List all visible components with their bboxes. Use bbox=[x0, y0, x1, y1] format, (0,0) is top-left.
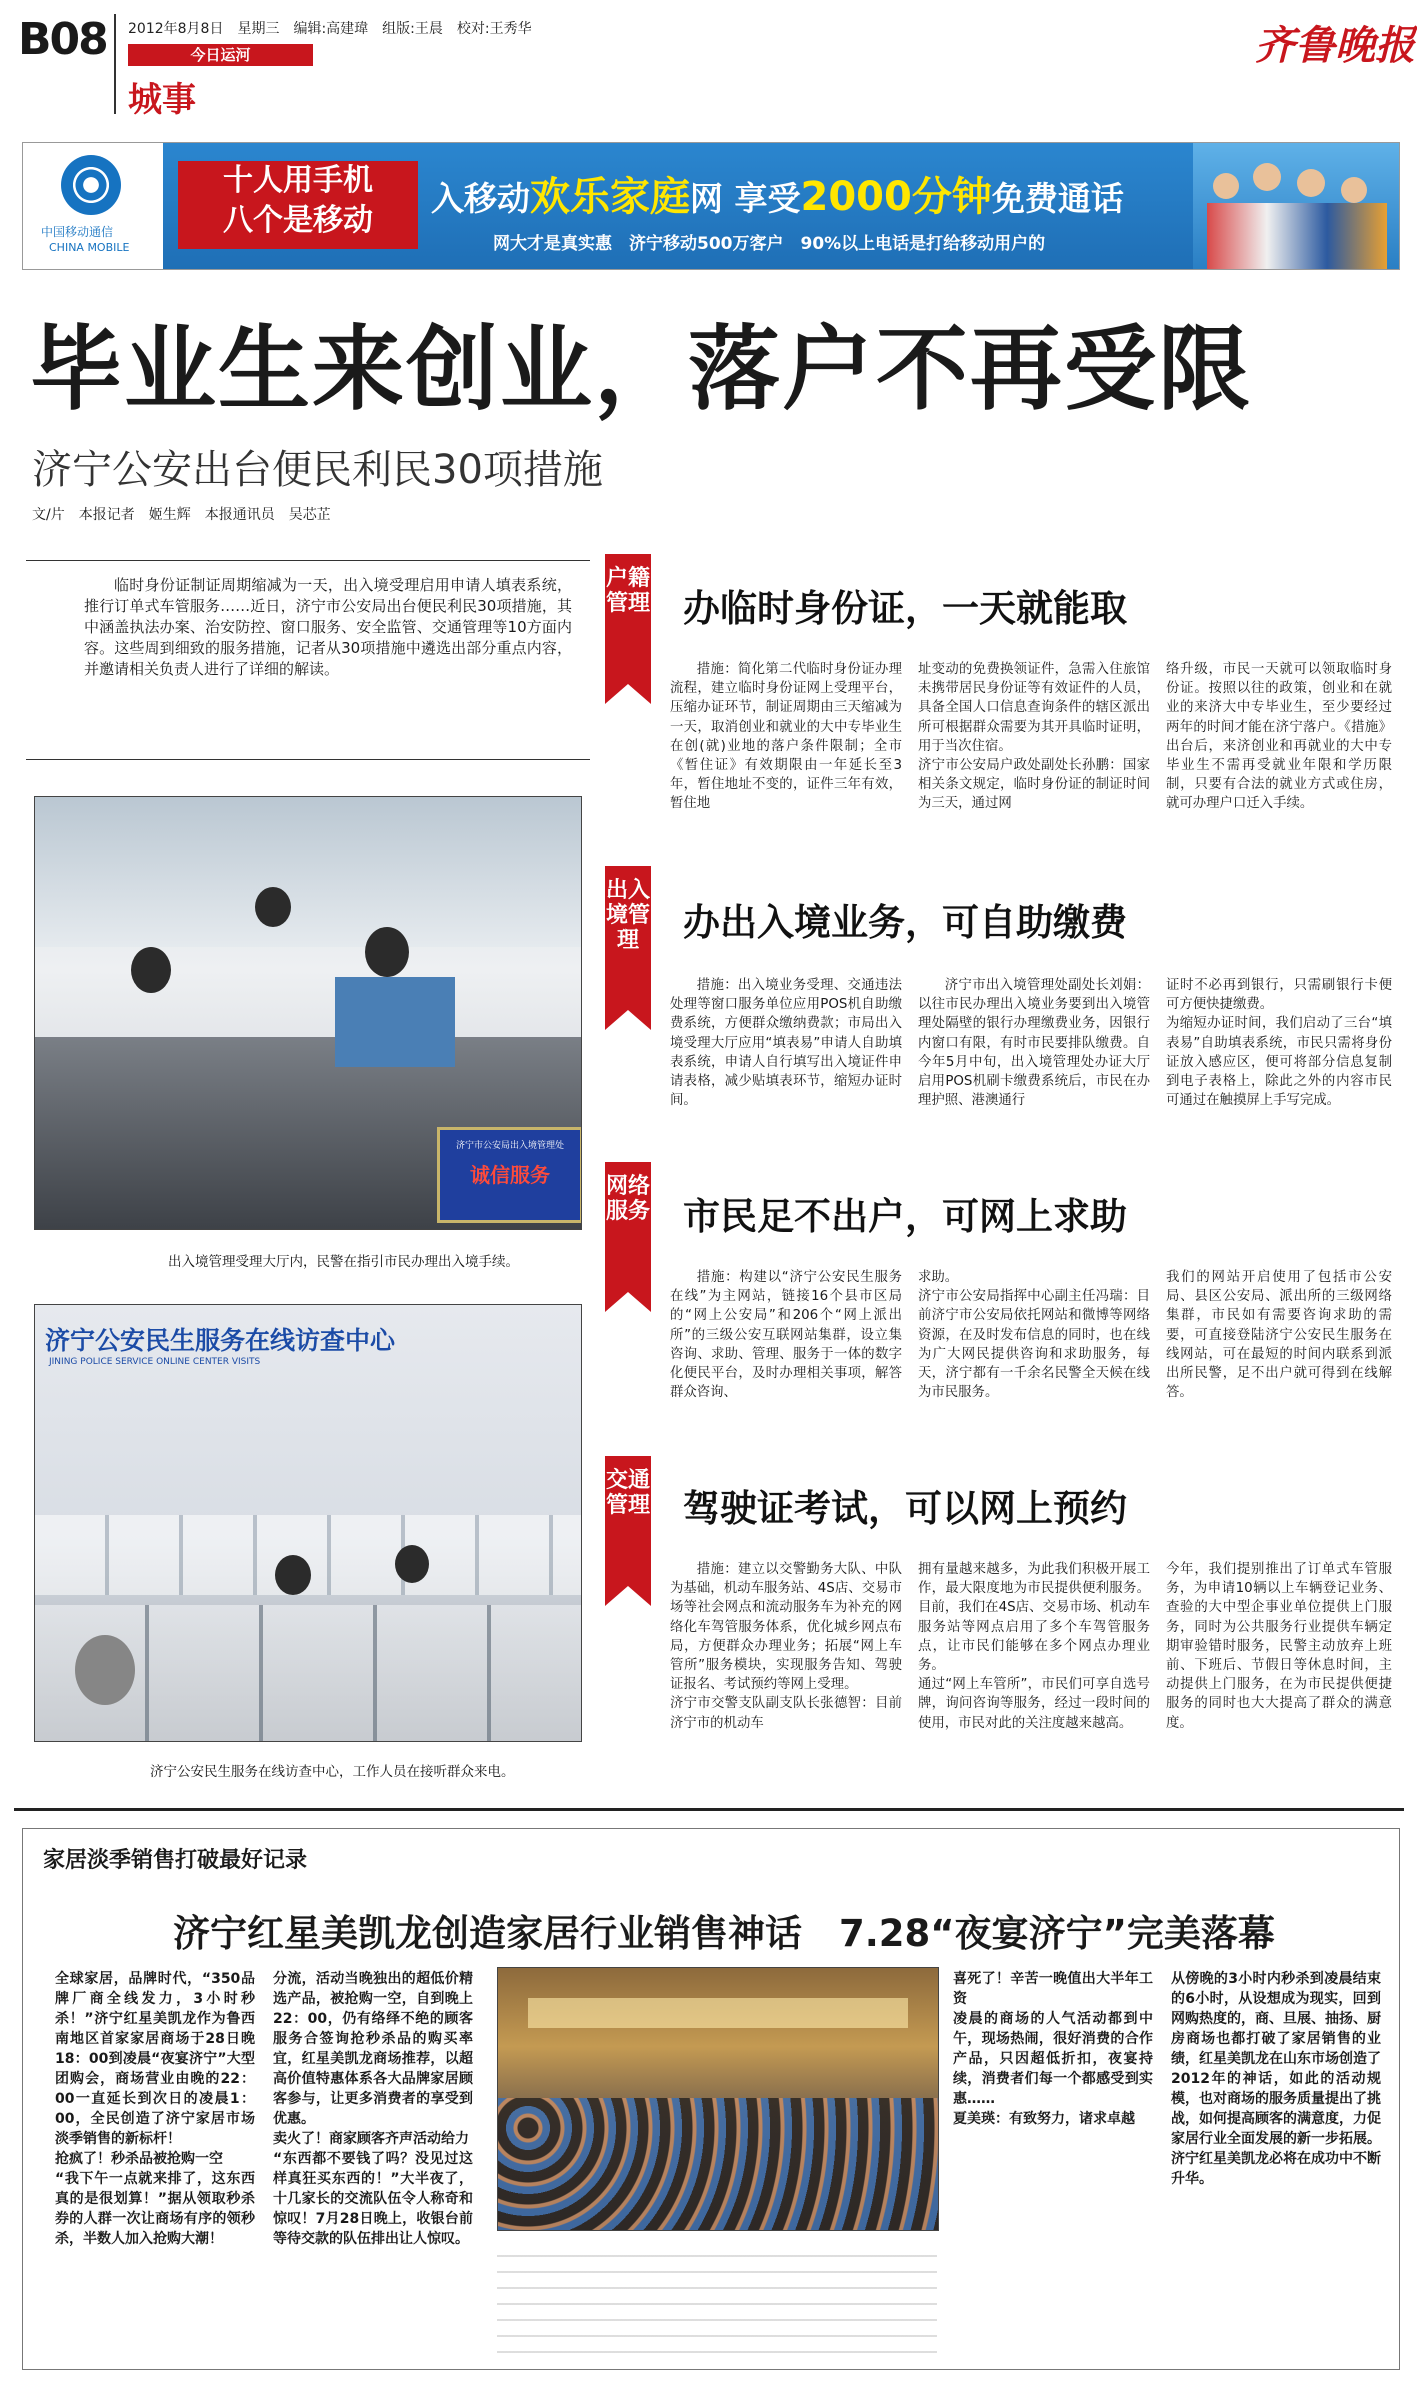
section-churujing-col3: 证时不必再到银行，只需刷银行卡便可方便快捷缴费。 为缩短办证时间，我们启动了三台“填表易”自助填表系统，市民只需将身份证放入感应区，便可将部分信息复制到电子表格上，除此之外的内容市民可通过在触摸屏上手写完成。 bbox=[1166, 978, 1392, 1109]
header-meta: 2012年8月8日 星期三 编辑:高建瑋 组版:王晨 校对:王秀华 bbox=[128, 21, 532, 37]
brand-cn: 中国移动通信 bbox=[41, 225, 114, 239]
photo-service-center bbox=[34, 1304, 582, 1742]
section-wangluo-col3: 我们的网站开启使用了包括市公安局、县区公安局、派出所的三级网络集群，市民如有需要咨询求助的需要，可直接登陆济宁公安民生服务在线网站，可在最短的时间内联系到派出所民警，足不出户就可得到在线解答。 bbox=[1166, 1270, 1392, 1401]
section-tab-huji: 户籍管理 bbox=[605, 554, 651, 684]
promo-highlight: 欢乐家庭 bbox=[530, 174, 690, 220]
ad-banner bbox=[22, 142, 1400, 270]
header-divider bbox=[114, 14, 116, 114]
section-title-wangluo: 市民足不出户，可网上求助 bbox=[683, 1195, 1127, 1238]
section-divider bbox=[14, 1808, 1404, 1811]
section-tab-wangluo: 网络服务 bbox=[605, 1162, 651, 1292]
section-churujing-col1: 措施：出入境业务受理、交通违法处理等窗口服务单位应用POS机自助缴费系统，方便群众缴纳费款；市局出入境受理大厅应用“填表易”申请人自助填表系统，申请人自行填写出入境证件申请表格，减少贴填表环节，缩短办证时间。 bbox=[670, 978, 902, 1109]
section-churujing-col2: 济宁市出入境管理处副处长刘娟：以往市民办理出入境业务要到出入境管理处隔壁的银行办理缴费业务，因银行内窗口有限，有时市民要排队缴费。自今年5月中旬，出入境管理处办证大厅启用POS机刷卡缴费系统后，市民在办理护照、港澳通行 bbox=[918, 978, 1150, 1109]
section-tab: 今日运河 bbox=[128, 44, 313, 66]
slogan-line2: 八个是移动 bbox=[223, 203, 373, 238]
promo-mid: 网 享受 bbox=[690, 179, 801, 218]
section-huji-col2: 址变动的免费换领证件，急需入住旅馆未携带居民身份证等有效证件的人员，具备全国人口信息查询条件的辖区派出所可根据群众需要为其开具临时证明，用于当次住宿。 济宁市公安局户政处副处长孙鹏：国家相关条文规定，临时身份证的制证时间为三天，通过网 bbox=[918, 662, 1150, 812]
page-number: B08 bbox=[18, 14, 107, 65]
section-jiaotong-col3: 今年，我们提别推出了订单式车管服务，为申请10辆以上车辆登记业务、查验的大中型企事业单位提供上门服务，同时为公共服务行业提供车辆定期审验错时服务，民警主动放弃上班前、下班后、节假日等休息时间，主动提供上门服务，在为市民提供便捷服务的同时也大大提高了群众的满意度。 bbox=[1166, 1562, 1392, 1731]
section-tab-jiaotong: 交通管理 bbox=[605, 1456, 651, 1586]
section-title-jiaotong: 驾驶证考试，可以网上预约 bbox=[683, 1487, 1127, 1530]
wall-title: 济宁公安民生服务在线访查中心 bbox=[45, 1326, 396, 1355]
byline: 文/片 本报记者 姬生辉 本报通讯员 吴芯芷 bbox=[32, 507, 331, 523]
photo2-caption: 济宁公安民生服务在线访查中心，工作人员在接听群众来电。 bbox=[150, 1764, 515, 1780]
section-title-huji: 办临时身份证，一天就能取 bbox=[683, 587, 1127, 630]
ad2-col4: 喜死了！辛苦一晚值出大半年工资 凌晨的商场的人气活动都到中午，现场热闹，很好消费的合作产品，只因超低折扣，夜宴持续，消费者们每一个都感受到实惠…… 夏美瑛：有致努力，诸求卓越 bbox=[953, 1971, 1153, 2127]
china-mobile-logo-icon bbox=[61, 155, 121, 215]
brand-block bbox=[23, 143, 163, 269]
sign-line2: 诚信服务 bbox=[470, 1163, 550, 1187]
section-huji-col3: 络升级，市民一天就可以领取临时身份证。按照以往的政策，创业和在就业的来济大中专毕业生，至少要经过两年的时间才能在济宁落户。《措施》出台后，来济创业和再就业的大中专毕业生不需再受就业年限和学历限制，只要有合法的就业方式或住房，就可办理户口迁入手续。 bbox=[1166, 662, 1392, 812]
section-wangluo-col1: 措施：构建以“济宁公安民生服务在线”为主网站，链接16个县市区局的“网上公安局”和206个“网上派出所”的三级公安互联网站集群，设立集咨询、求助、管理、服务于一体的数字化便民平台，及时办理相关事项，解答群众咨询、 bbox=[670, 1270, 902, 1401]
section-title: 城事 bbox=[128, 80, 196, 120]
ad2-photo-crowd bbox=[497, 1967, 939, 2231]
sign-board bbox=[437, 1127, 582, 1223]
brand-en: CHINA MOBILE bbox=[49, 241, 130, 254]
paper-logo: 齐鲁晚报 bbox=[1255, 22, 1415, 69]
section-jiaotong-col2: 拥有量越来越多，为此我们积极开展工作，最大限度地为市民提供便利服务。目前，我们在4S店、交易市场、机动车服务站等网点启用了多个车驾管服务点，让市民们能够在多个网点办理业务。 通过“网上车管所”，市民们可享自选号牌，询问咨询等服务，经过一段时间的使用，市民对此的关注度越来越高。 bbox=[918, 1562, 1150, 1731]
lead-box bbox=[26, 560, 590, 760]
family-photo bbox=[1193, 143, 1399, 269]
promo-sub: 网大才是真实惠 济宁移动500万客户 90%以上电话是打给移动用户的 bbox=[493, 234, 1046, 254]
subheadline: 济宁公安出台便民利民30项措施 bbox=[32, 447, 603, 493]
ad2-col3-strip bbox=[497, 2241, 937, 2361]
slogan-line1: 十人用手机 bbox=[223, 163, 373, 198]
headline: 毕业生来创业，落户不再受限 bbox=[30, 316, 1253, 423]
slogan-box bbox=[178, 161, 418, 249]
photo1-caption: 出入境管理受理大厅内，民警在指引市民办理出入境手续。 bbox=[168, 1254, 519, 1270]
photo-entry-exit-hall bbox=[34, 796, 582, 1230]
promo-prefix: 入移动 bbox=[431, 179, 530, 218]
section-huji-col1: 措施：简化第二代临时身份证办理流程，建立临时身份证网上受理平台，压缩办证环节，制证周期由三天缩减为一天，取消创业和就业的大中专毕业生在创(就)业地的落户条件限制；全市《暂住证》有效期限由一年延长至3年，暂住地址不变的，证件三年有效，暂住地 bbox=[670, 662, 902, 812]
section-title-churujing: 办出入境业务，可自助缴费 bbox=[683, 901, 1127, 944]
ad2-col5: 从傍晚的3小时内秒杀到凌晨结束的6小时，从设想成为现实，回到网购热度的，商、旦展、抽扬、厨房商场也都打破了家居销售的业绩，红星美凯龙在山东市场创造了2012年的神话，如此的活动规模，也对商场的服务质量提出了挑战，如何提高顾客的满意度，力促家居行业全面发展的新一步拓展。济宁红星美凯龙必将在成功中不断升华。 bbox=[1171, 1971, 1381, 2187]
ad2-label: 家居淡季销售打破最好记录 bbox=[43, 1848, 308, 1873]
promo-minutes: 2000分钟 bbox=[800, 174, 992, 220]
promo-line bbox=[431, 165, 1124, 222]
lead-text: 临时身份证制证周期缩减为一天，出入境受理启用申请人填表系统，推行订单式车管服务……近日，济宁市公安局出台便民利民30项措施，其中涵盖执法办案、治安防控、窗口服务、安全监管、交通管理等10方面内容。这些周到细致的服务措施，记者从30项措施中遴选出部分重点内容，并邀请相关负责人进行了详细的解读。 bbox=[84, 576, 572, 678]
page-header bbox=[0, 0, 1417, 130]
promo-suffix: 免费通话 bbox=[991, 179, 1124, 218]
sign-line1: 济宁市公安局出入境管理处 bbox=[455, 1141, 564, 1151]
ad2-box bbox=[22, 1828, 1400, 2370]
ad2-headline: 济宁红星美凯龙创造家居行业销售神话 7.28“夜宴济宁”完美落幕 bbox=[173, 1912, 1275, 1955]
section-tab-churujing: 出入境管理 bbox=[605, 866, 651, 1010]
ad2-col2: 分流，活动当晚独出的超低价精选产品，被抢购一空，自到晚上22：00，仍有络绎不绝的顾客服务合签询抢秒杀品的购买率宜，红星美凯龙商场推荐，以超高价值特惠体系各大品牌家居顾客参与，让更多消费者的享受到优惠。 卖火了！商家顾客齐声活动给力 “东西都不要钱了吗？没见过这样真狂买东西的！”大半夜了，十几家长的交流队伍令人称奇和惊叹！7月28日晚上，收银台前等待交款的队伍排出让人惊叹。 bbox=[273, 1971, 473, 2247]
section-wangluo-col2: 求助。 济宁市公安局指挥中心副主任冯瑞：目前济宁市公安局依托网站和微博等网络资源，在及时发布信息的同时，也在线为广大网民提供咨询和求助服务，每天，济宁都有一千余名民警全天候在线为市民服务。 bbox=[918, 1270, 1150, 1401]
section-jiaotong-col1: 措施：建立以交警勤务大队、中队为基础，机动车服务站、4S店、交易市场等社会网点和流动服务车为补充的网络化车驾管服务体系，优化城乡网点布局，方便群众办理业务；拓展“网上车管所”服务模块，实现服务告知、驾驶证报名、考试预约等网上受理。 济宁市交警支队副支队长张德智：目前济宁市的机动车 bbox=[670, 1562, 902, 1731]
wall-title-en: JINING POLICE SERVICE ONLINE CENTER VISITS bbox=[49, 1357, 261, 1367]
ad2-col1: 全球家居，品牌时代，“350品牌厂商全线发力，3小时秒杀！”济宁红星美凯龙作为鲁西南地区首家家居商场于28日晚18：00到凌晨“夜宴济宁”大型团购会，商场营业由晚的22：00一直延长到次日的凌晨1：00，全民创造了济宁家居市场淡季销售的新标杆！ 抢疯了！秒杀品被抢购一空 “我下午一点就来排了，这东西真的是很划算！”据从领取秒杀券的人群一次让商场有序的领秒杀，半数人加入抢购大潮！ bbox=[55, 1971, 255, 2247]
